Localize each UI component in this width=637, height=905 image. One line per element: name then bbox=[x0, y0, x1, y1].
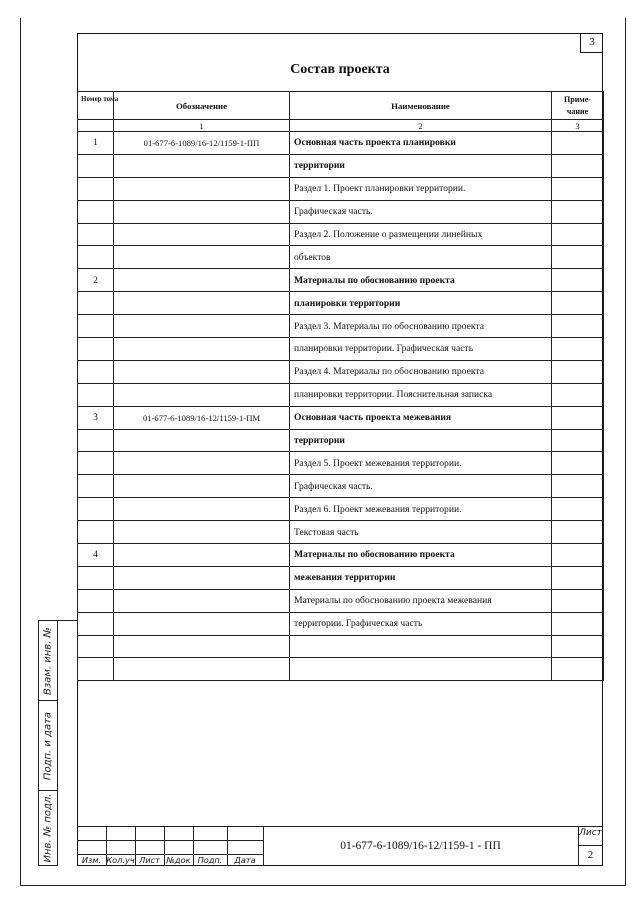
table-row bbox=[78, 315, 604, 338]
cell-name: Основная часть проекта межевания bbox=[290, 406, 552, 429]
cell-name: планировки территории bbox=[290, 292, 552, 315]
cell-name bbox=[290, 635, 552, 658]
stamp-col-docno: №док bbox=[166, 855, 191, 865]
cell-designation bbox=[114, 338, 290, 361]
cell-name: Материалы по обоснованию проекта bbox=[290, 544, 552, 567]
cell-designation bbox=[114, 521, 290, 544]
stamp-col-date: Дата bbox=[234, 855, 256, 865]
cell-volume bbox=[78, 475, 114, 498]
cell-note bbox=[552, 452, 604, 475]
cell-volume bbox=[78, 566, 114, 589]
col-number-2: 2 bbox=[290, 120, 552, 132]
cell-volume: 1 bbox=[78, 132, 114, 155]
cell-designation bbox=[114, 383, 290, 406]
cell-volume bbox=[78, 589, 114, 612]
cell-name: объектов bbox=[290, 246, 552, 269]
cell-designation bbox=[114, 612, 290, 635]
table-row bbox=[78, 521, 604, 544]
cell-volume bbox=[78, 154, 114, 177]
table-row bbox=[78, 383, 604, 406]
table-row bbox=[78, 177, 604, 200]
cell-note bbox=[552, 338, 604, 361]
composition-table bbox=[77, 91, 604, 681]
cell-designation bbox=[114, 315, 290, 338]
cell-volume bbox=[78, 292, 114, 315]
cell-volume bbox=[78, 658, 114, 681]
cell-name: территории bbox=[290, 154, 552, 177]
table-row bbox=[78, 429, 604, 452]
table-row bbox=[78, 635, 604, 658]
cell-designation bbox=[114, 635, 290, 658]
cell-volume bbox=[78, 315, 114, 338]
cell-designation bbox=[114, 200, 290, 223]
cell-volume bbox=[78, 246, 114, 269]
table-row bbox=[78, 360, 604, 383]
cell-name: Раздел 2. Положение о размещении линейных bbox=[290, 223, 552, 246]
table-row bbox=[78, 589, 604, 612]
cell-designation bbox=[114, 452, 290, 475]
cell-note bbox=[552, 429, 604, 452]
table-row bbox=[78, 223, 604, 246]
table-row bbox=[78, 132, 604, 155]
col-number-empty bbox=[78, 120, 114, 132]
table-row bbox=[78, 475, 604, 498]
table-row bbox=[78, 566, 604, 589]
side-stamp-sign-date bbox=[38, 700, 58, 790]
sheet-number: 2 bbox=[587, 849, 594, 861]
cell-note bbox=[552, 521, 604, 544]
cell-name: Раздел 4. Материалы по обоснованию проекта bbox=[290, 360, 552, 383]
cell-name: Раздел 1. Проект планировки территории. bbox=[290, 177, 552, 200]
header-note: Приме- чание bbox=[552, 92, 604, 120]
cell-designation bbox=[114, 566, 290, 589]
cell-volume bbox=[78, 612, 114, 635]
cell-name: планировки территории. Пояснительная записка bbox=[290, 383, 552, 406]
cell-designation bbox=[114, 269, 290, 292]
table-row bbox=[78, 154, 604, 177]
cell-name: Текстовая часть bbox=[290, 521, 552, 544]
cell-volume bbox=[78, 200, 114, 223]
header-volume-no: Номер тома bbox=[78, 92, 114, 120]
table-row bbox=[78, 612, 604, 635]
cell-designation bbox=[114, 429, 290, 452]
table-row bbox=[78, 269, 604, 292]
col-number-3: 3 bbox=[552, 120, 604, 132]
cell-note bbox=[552, 566, 604, 589]
side-stamp-inv-original bbox=[38, 790, 58, 866]
page-title: Состав проекта bbox=[290, 62, 390, 77]
cell-name: межевания территории bbox=[290, 566, 552, 589]
column-numbers-row bbox=[78, 120, 604, 132]
cell-note bbox=[552, 223, 604, 246]
cell-note bbox=[552, 200, 604, 223]
cell-designation bbox=[114, 177, 290, 200]
cell-name: Основная часть проекта планировки bbox=[290, 132, 552, 155]
side-label-inv-replace: Взам. инв. № bbox=[42, 626, 54, 695]
cell-note bbox=[552, 475, 604, 498]
cell-note bbox=[552, 292, 604, 315]
cell-volume bbox=[78, 635, 114, 658]
cell-name bbox=[290, 658, 552, 681]
side-label-sign-date: Подп. и дата bbox=[42, 711, 54, 780]
col-number-1: 1 bbox=[114, 120, 290, 132]
table-row bbox=[78, 498, 604, 521]
cell-designation: 01-677-6-1089/16-12/1159-1-ПМ bbox=[114, 406, 290, 429]
cell-name: Графическая часть. bbox=[290, 200, 552, 223]
cell-name: Графическая часть. bbox=[290, 475, 552, 498]
cell-note bbox=[552, 177, 604, 200]
cell-note bbox=[552, 589, 604, 612]
stamp-col-change: Изм. bbox=[81, 855, 102, 865]
cell-name: Раздел 3. Материалы по обоснованию проекта bbox=[290, 315, 552, 338]
doc-code: 01-677-6-1089/16-12/1159-1 - ПП bbox=[340, 840, 501, 852]
table-row bbox=[78, 452, 604, 475]
cell-volume bbox=[78, 177, 114, 200]
cell-volume bbox=[78, 452, 114, 475]
cell-note bbox=[552, 154, 604, 177]
cell-name: территории bbox=[290, 429, 552, 452]
table-row bbox=[78, 406, 604, 429]
cell-designation bbox=[114, 246, 290, 269]
cell-name: планировки территории. Графическая часть bbox=[290, 338, 552, 361]
table-row bbox=[78, 292, 604, 315]
cell-note bbox=[552, 612, 604, 635]
cell-name: территории. Графическая часть bbox=[290, 612, 552, 635]
page-number: 3 bbox=[580, 33, 603, 53]
header-name: Наименование bbox=[290, 92, 552, 120]
cell-designation: 01-677-6-1089/16-12/1159-1-ПП bbox=[114, 132, 290, 155]
side-label-inv-original: Инв. № подл. bbox=[42, 793, 54, 863]
table-header-row bbox=[78, 92, 604, 120]
cell-name: Раздел 6. Проект межевания территории. bbox=[290, 498, 552, 521]
cell-volume bbox=[78, 338, 114, 361]
side-stamp-link bbox=[58, 620, 77, 621]
cell-note bbox=[552, 498, 604, 521]
cell-note bbox=[552, 132, 604, 155]
cell-designation bbox=[114, 658, 290, 681]
stamp-col-sheet: Лист bbox=[139, 855, 160, 865]
header-designation: Обозначение bbox=[114, 92, 290, 120]
cell-designation bbox=[114, 544, 290, 567]
cell-designation bbox=[114, 360, 290, 383]
cell-note bbox=[552, 315, 604, 338]
cell-volume: 3 bbox=[78, 406, 114, 429]
cell-note bbox=[552, 360, 604, 383]
cell-volume bbox=[78, 521, 114, 544]
cell-note bbox=[552, 635, 604, 658]
side-stamp-inv-replace bbox=[38, 620, 58, 700]
table-row bbox=[78, 246, 604, 269]
cell-name: Материалы по обоснованию проекта межевания bbox=[290, 589, 552, 612]
table-row bbox=[78, 338, 604, 361]
stamp-col-count: Кол.уч bbox=[106, 855, 135, 865]
cell-note bbox=[552, 269, 604, 292]
cell-note bbox=[552, 544, 604, 567]
cell-designation bbox=[114, 154, 290, 177]
cell-volume bbox=[78, 429, 114, 452]
cell-designation bbox=[114, 498, 290, 521]
table-row bbox=[78, 544, 604, 567]
cell-designation bbox=[114, 589, 290, 612]
stamp-col-sign: Подп. bbox=[197, 855, 223, 865]
cell-volume: 4 bbox=[78, 544, 114, 567]
cell-note bbox=[552, 406, 604, 429]
cell-volume: 2 bbox=[78, 269, 114, 292]
table-row bbox=[78, 200, 604, 223]
cell-designation bbox=[114, 223, 290, 246]
sheet-label: Лист bbox=[579, 828, 602, 838]
cell-note bbox=[552, 383, 604, 406]
cell-designation bbox=[114, 475, 290, 498]
cell-note bbox=[552, 658, 604, 681]
cell-name: Раздел 5. Проект межевания территории. bbox=[290, 452, 552, 475]
cell-volume bbox=[78, 498, 114, 521]
cell-volume bbox=[78, 223, 114, 246]
table-row bbox=[78, 658, 604, 681]
cell-volume bbox=[78, 383, 114, 406]
cell-note bbox=[552, 246, 604, 269]
cell-designation bbox=[114, 292, 290, 315]
cell-volume bbox=[78, 360, 114, 383]
cell-name: Материалы по обоснованию проекта bbox=[290, 269, 552, 292]
